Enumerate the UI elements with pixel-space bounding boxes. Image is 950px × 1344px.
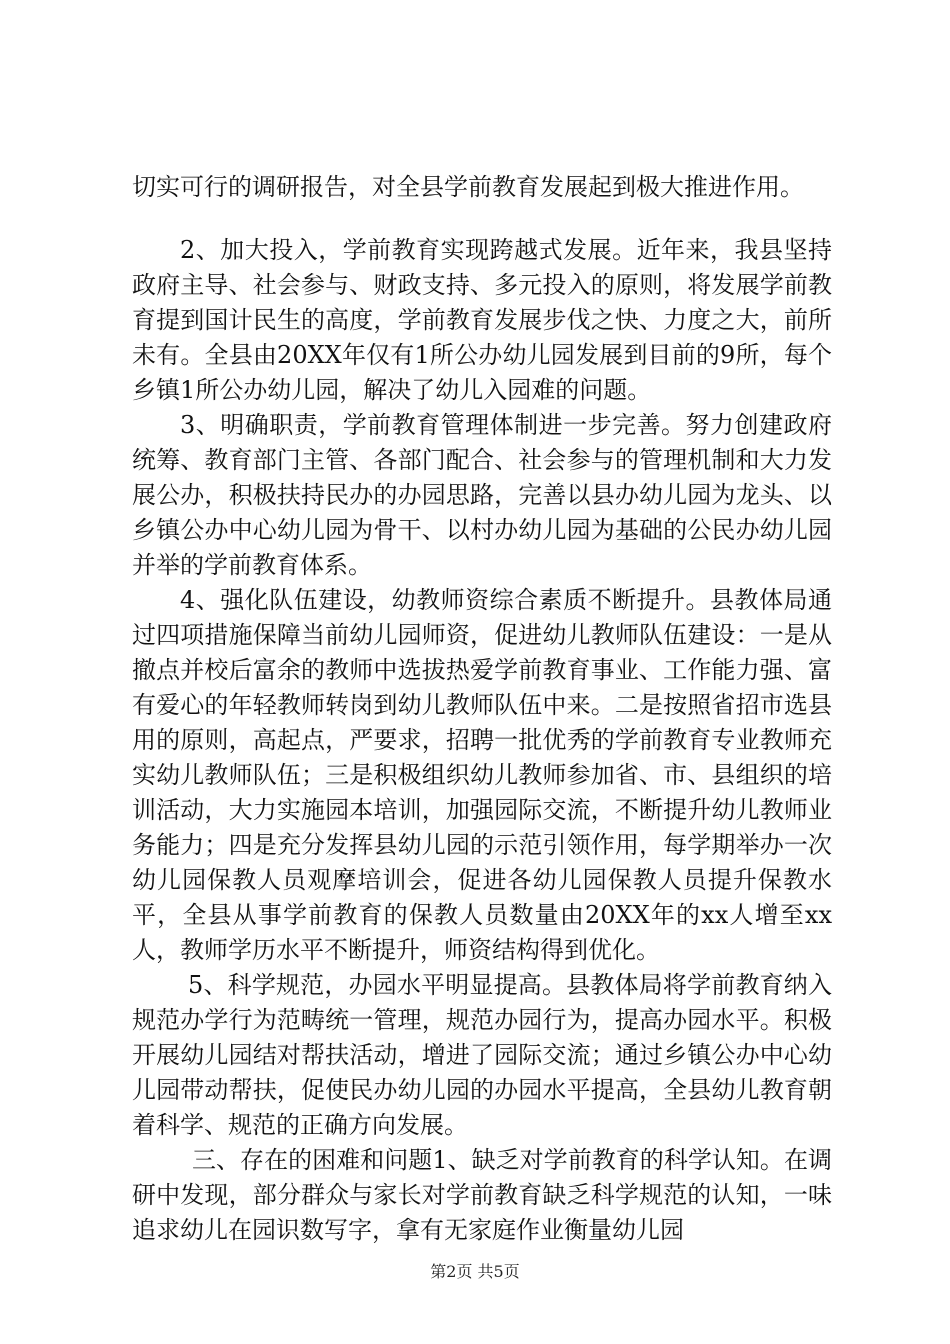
paragraph-section-3: 3、明确职责，学前教育管理体制进一步完善。努力创建政府统筹、教育部门主管、各部门配合、社会参与的管理机制和大力发展公办，积极扶持民办的办园思路，完善以县办幼儿园为龙头、以乡镇公办中心幼儿园为骨干、以村办幼儿园为基础的公民办幼儿园并举的学前教育体系。 <box>132 411 832 579</box>
document-body <box>132 170 832 1248</box>
paragraph-problems: 三、存在的困难和问题1、缺乏对学前教育的科学认知。在调研中发现，部分群众与家长对学前教育缺乏科学规范的认知，一味追求幼儿在园识数写字，拿有无家庭作业衡量幼儿园 <box>132 1146 832 1244</box>
paragraph-continuation: 切实可行的调研报告，对全县学前教育发展起到极大推进作用。 <box>132 173 804 201</box>
paragraph-section-2: 2、加大投入，学前教育实现跨越式发展。近年来，我县坚持政府主导、社会参与、财政支持、多元投入的原则，将发展学前教育提到国计民生的高度，学前教育发展步伐之快、力度之大，前所未有。全县由20XX年仅有1所公办幼儿园发展到目前的9所，每个乡镇1所公办幼儿园，解决了幼儿入园难的问题。 <box>132 236 832 404</box>
page-number-footer: 第2页 共5页 <box>430 1262 520 1281</box>
paragraph-section-4: 4、强化队伍建设，幼教师资综合素质不断提升。县教体局通过四项措施保障当前幼儿园师资，促进幼儿教师队伍建设：一是从撤点并校后富余的教师中选拔热爱学前教育事业、工作能力强、富有爱心的年轻教师转岗到幼儿教师队伍中来。二是按照省招市选县用的原则，高起点，严要求，招聘一批优秀的学前教育专业教师充实幼儿教师队伍；三是积极组织幼儿教师参加省、市、县组织的培训活动，大力实施园本培训，加强园际交流，不断提升幼儿教师业务能力；四是充分发挥县幼儿园的示范引领作用，每学期举办一次幼儿园保教人员观摩培训会，促进各幼儿园保教人员提升保教水平，全县从事学前教育的保教人员数量由20XX年的xx人增至xx人，教师学历水平不断提升，师资结构得到优化。 <box>132 586 832 964</box>
paragraph-section-5: 5、科学规范，办园水平明显提高。县教体局将学前教育纳入规范办学行为范畴统一管理，规范办园行为，提高办园水平。积极开展幼儿园结对帮扶活动，增进了园际交流；通过乡镇公办中心幼儿园带动帮扶，促使民办幼儿园的办园水平提高，全县幼儿教育朝着科学、规范的正确方向发展。 <box>132 971 832 1139</box>
